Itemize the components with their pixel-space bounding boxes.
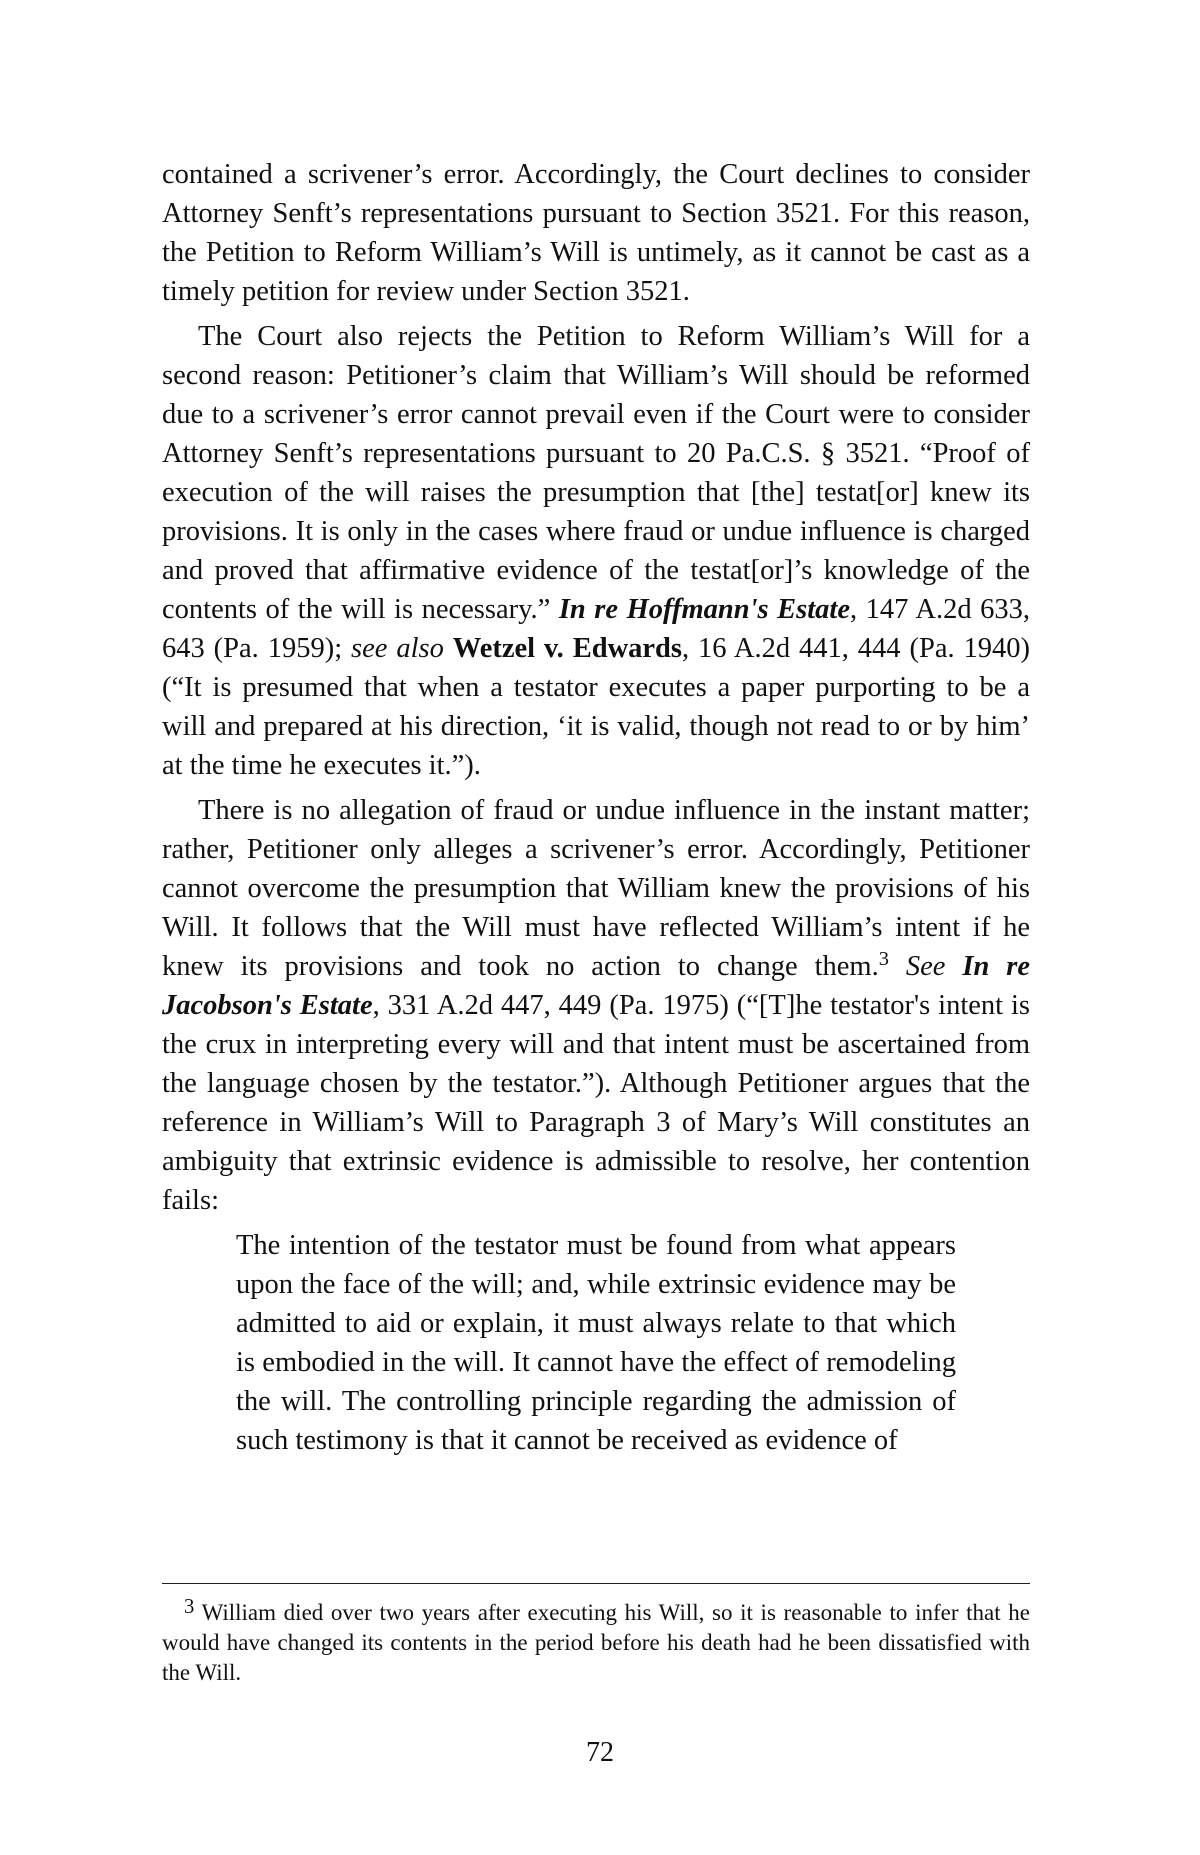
paragraph-2	[162, 317, 1030, 785]
paragraph-3-text-a: There is no allegation of fraud or undue influence in the instant matter; rather, Petitioner only alleges a scrivener’s error. Accordingly, Petitioner cannot overcome the presumption that William knew the provisions of his Will. It follows that the Will must have reflected William’s intent if he knew its provisions and took no action to change them.	[162, 795, 1030, 982]
signal-see-also: see also	[351, 633, 444, 664]
paragraph-2-text-a: The Court also rejects the Petition to Reform William’s Will for a second reason: Petitioner’s claim that William’s Will should be reformed due to a scrivener’s error cannot prevail even if the Court were to consider Attorney Senft’s representations pursuant to 20 Pa.C.S. § 3521. “Proof of execution of the will raises the presumption that [the] testat[or] knew its provisions. It is only in the cases where fraud or undue influence is charged and proved that affirmative evidence of the testat[or]’s knowledge of the contents of the will is necessary.”	[162, 321, 1030, 625]
paragraph-2-space	[444, 633, 453, 664]
footnote-text: William died over two years after executing his Will, so it is reasonable to infer that he would have changed its contents in the period before his death had he been dissatisfied with the Will.	[162, 1600, 1030, 1685]
paragraph-2-text-c: , 16 A.2d 441, 444 (Pa. 1940) (“It is presumed that when a testator executes a paper purporting to be a will and prepared at his direction, ‘it is valid, though not read to or by him’ at the time he executes it.”).	[162, 633, 1031, 781]
footnote-reference: 3	[878, 947, 889, 970]
page-number: 72	[586, 1737, 614, 1768]
paragraph-3-space-a	[889, 951, 906, 982]
case-citation-wetzel: Wetzel v. Edwards	[452, 633, 682, 664]
document-body	[162, 155, 1031, 1456]
case-citation-jacobson: In re Jacobson's Estate	[162, 951, 1031, 1021]
footnote	[162, 1595, 1030, 1688]
paragraph-3	[162, 791, 1030, 1220]
paragraph-1	[162, 155, 1030, 311]
paragraph-3-text-b: , 331 A.2d 447, 449 (Pa. 1975) (“[T]he testator's intent is the crux in interpreting every will and that intent must be ascertained from the language chosen by the testator.”). Although Petitioner argues that the reference in William’s Will to Paragraph 3 of Mary’s Will constitutes an ambiguity that extrinsic evidence is admissible to resolve, her contention fails:	[162, 990, 1030, 1216]
case-citation-hoffmann: In re Hoffmann's Estate	[558, 594, 850, 625]
paragraph-2-text-b: , 147 A.2d 633, 643 (Pa. 1959);	[162, 594, 1030, 664]
footnote-divider	[162, 1583, 1030, 1584]
signal-see: See	[905, 951, 946, 982]
footnote-number: 3	[184, 1595, 195, 1618]
paragraph-3-space-b	[945, 951, 962, 982]
paragraph-1-text: contained a scrivener’s error. Accordingly, the Court declines to consider Attorney Senft’s representations pursuant to Section 3521. For this reason, the Petition to Reform William’s Will is untimely, as it cannot be cast as a timely petition for review under Section 3521.	[162, 159, 1030, 307]
block-quote: The intention of the testator must be found from what appears upon the face of the will; and, while extrinsic evidence may be admitted to aid or explain, it must always relate to that which is embodied in the will. It cannot have the effect of remodeling the will. The controlling principle regarding the admission of such testimony is that it cannot be received as evidence of	[236, 1230, 956, 1456]
